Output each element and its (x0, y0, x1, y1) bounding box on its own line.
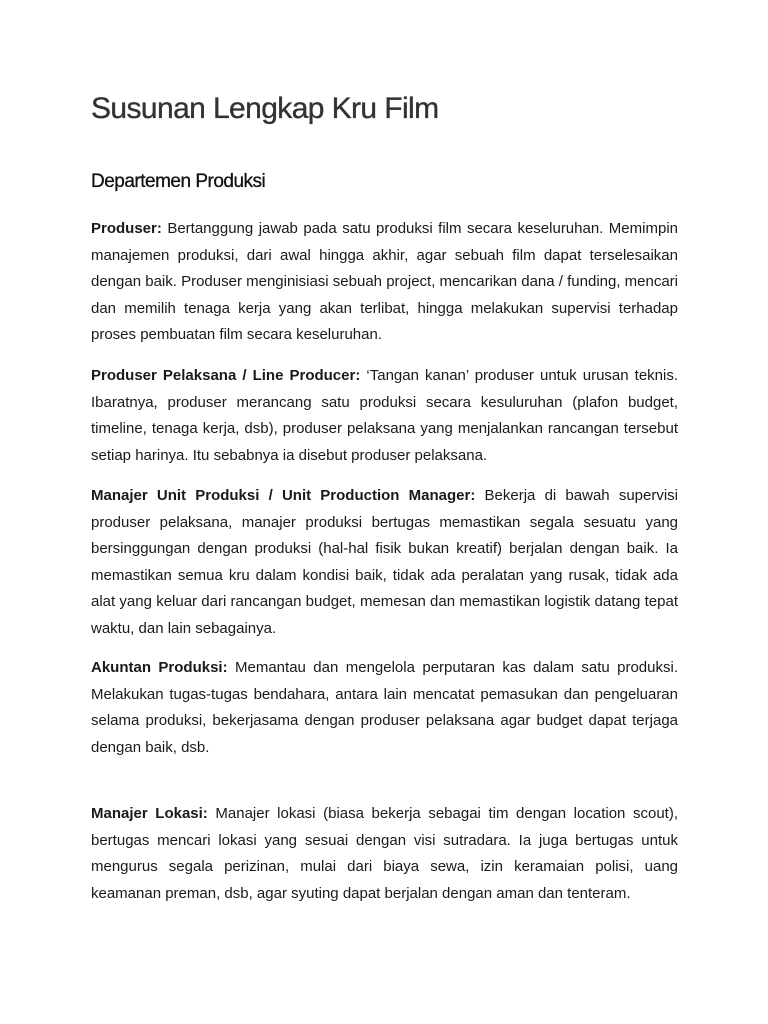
description-manajer-lokasi: Manajer lokasi (biasa bekerja sebagai tim dengan location scout), bertugas mencari lokasi yang sesuai dengan visi sutradara. Ia juga bertugas untuk mengurus segala perizinan, mulai dari biaya sewa, izin keramaian polisi, uang keamanan preman, dsb, agar syuting dapat berjalan dengan aman dan tenteram. (91, 805, 678, 902)
section-heading: Departemen Produksi (91, 171, 266, 192)
term-produser: Produser: (91, 220, 162, 237)
paragraph-akuntan-produksi (91, 655, 678, 761)
term-akuntan-produksi: Akuntan Produksi: (91, 659, 228, 676)
document-title: Susunan Lengkap Kru Film (91, 92, 439, 125)
paragraph-line-producer (91, 363, 678, 469)
paragraph-unit-production-manager (91, 483, 678, 643)
term-unit-production-manager: Manajer Unit Produksi / Unit Production Manager: (91, 487, 476, 504)
description-unit-production-manager: Bekerja di bawah supervisi produser pelaksana, manajer produksi bertugas memastikan segala sesuatu yang bersinggungan dengan produksi (hal-hal fisik bukan kreatif) berjalan dengan baik. Ia memastikan semua kru dalam kondisi baik, tidak ada peralatan yang rusak, tidak ada alat yang keluar dari rancangan budget, memesan dan memastikan logistik datang tepat waktu, dan lain sebagainya. (91, 487, 679, 637)
description-akuntan-produksi: Memantau dan mengelola perputaran kas dalam satu produksi. Melakukan tugas-tugas bendahara, antara lain mencatat pemasukan dan pengeluaran selama produksi, bekerjasama dengan produser pelaksana agar budget dapat terjaga dengan baik, dsb. (91, 659, 678, 756)
term-manajer-lokasi: Manajer Lokasi: (91, 805, 208, 822)
paragraph-manajer-lokasi (91, 801, 678, 907)
term-line-producer: Produser Pelaksana / Line Producer: (91, 367, 361, 384)
description-line-producer: ‘Tangan kanan’ produser untuk urusan teknis. Ibaratnya, produser merancang satu produksi secara kesuluruhan (plafon budget, timeline, tenaga kerja, dsb), produser pelaksana yang menjalankan rancangan tersebut setiap harinya. Itu sebabnya ia disebut produser pelaksana. (91, 367, 679, 464)
paragraph-produser (91, 216, 678, 349)
description-produser: Bertanggung jawab pada satu produksi film secara keseluruhan. Memimpin manajemen produksi, dari awal hingga akhir, agar sebuah film dapat terselesaikan dengan baik. Produser menginisiasi sebuah project, mencarikan dana / funding, mencari dan memilih tenaga kerja yang akan terlibat, hingga melakukan supervisi terhadap proses pembuatan film secara keseluruhan. (91, 220, 679, 344)
